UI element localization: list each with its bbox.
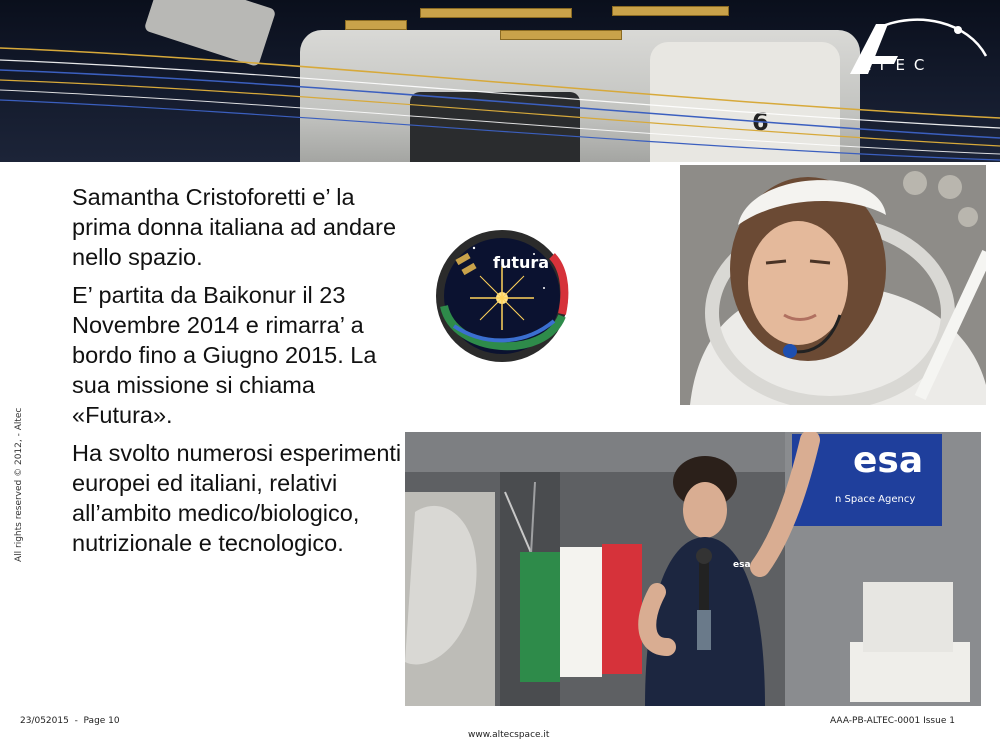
futura-mission-patch [434,226,570,366]
copyright-note: All rights reserved © 2012, - Altec [14,407,24,562]
header-banner [0,0,1000,162]
paragraph-experiments: Ha svolto numerosi esperimenti europei ed italiani, relativi all’ambito medico/biologico, nutrizionale e tecnologico. [72,440,402,556]
esa-banner-subtitle: n Space Agency [835,494,916,505]
shirt-esa-logo: esa [733,560,751,570]
astronaut-portrait-photo [680,165,986,405]
main-text-block [72,182,407,566]
paragraph-launch: E’ partita da Baikonur il 23 Novembre 2014 e rimarra’ a bordo fino a Giugno 2015. La sua missione si chiama «Futura». [72,282,377,428]
footer-doc-code: AAA-PB-ALTEC-0001 Issue 1 [830,716,955,726]
footer-website: www.altecspace.it [468,730,550,740]
paragraph-intro: Samantha Cristoforetti e’ la prima donna italiana ad andare nello spazio. [72,184,397,270]
patch-label: futura [493,253,550,272]
esa-banner-logo: esa [853,440,924,481]
module-number: 6 [752,108,769,136]
logo-text: LTEC [862,56,934,74]
station-interior-photo [405,432,981,706]
footer-date-page: 23/052015 - Page 10 [20,716,120,726]
